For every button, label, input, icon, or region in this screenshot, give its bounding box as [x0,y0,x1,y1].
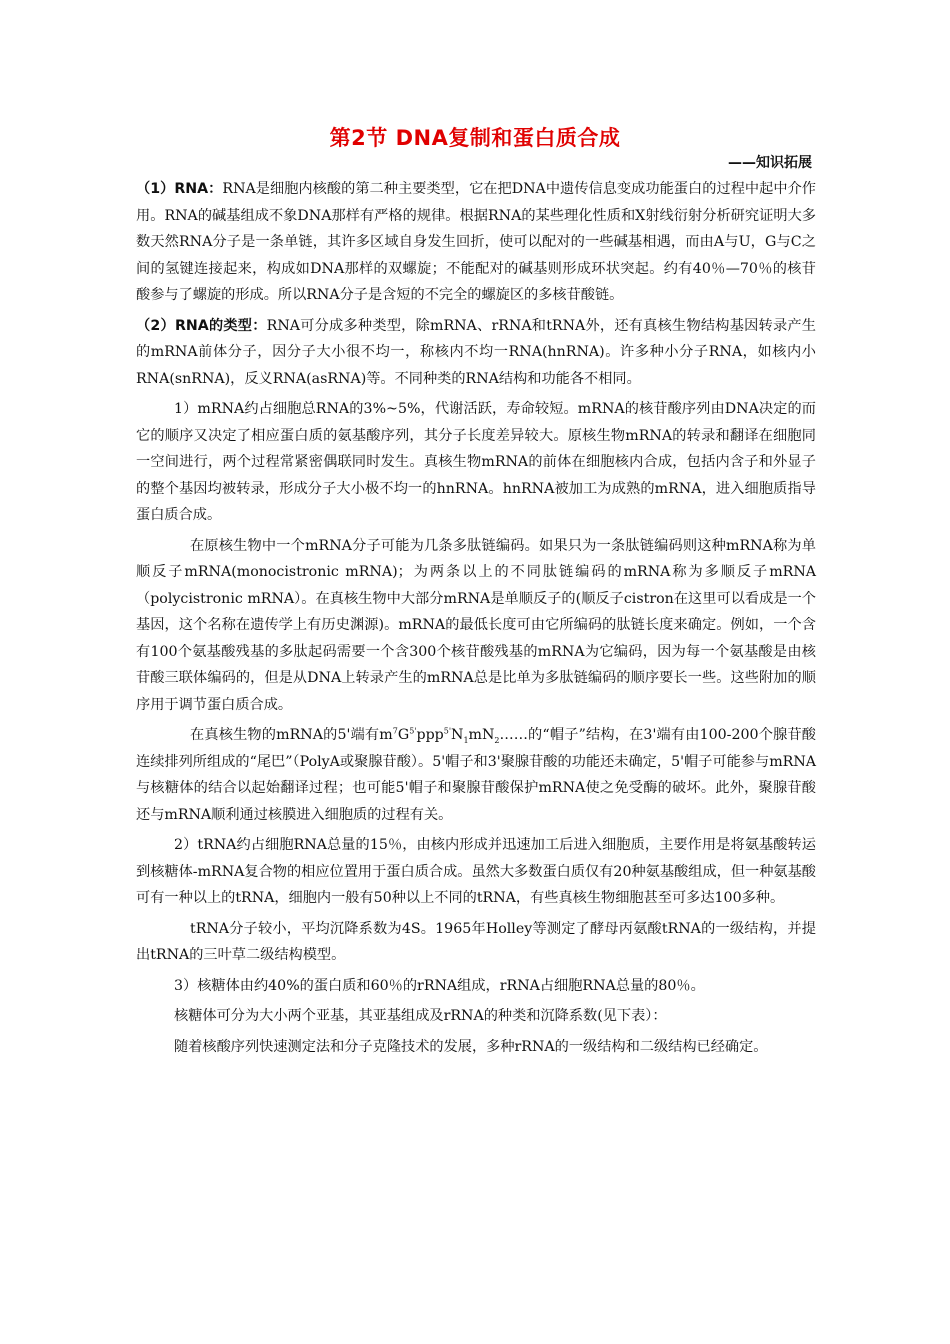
paragraph-prokaryote-mrna: 在原核生物中一个mRNA分子可能为几条多肽链编码。如果只为一条肽链编码则这种mRNA称为单顺反子mRNA(monocistronic mRNA)；为两条以上的不同肽链编码的mRNA称为多顺反子mRNA（polycistronic mRNA）。在真核生物中大部分mRNA是单顺反子的(顺反子cistron在这里可以看成是一个基因，这个名称在遗传学上有历史渊源)。mRNA的最低长度可由它所编码的肽链长度来确定。例如，一个含有100个氨基酸残基的多肽起码需要一个含300个核苷酸残基的mRNA为它编码，因为每一个氨基酸是由核苷酸三联体编码的，但是从DNA上转录产生的mRNA总是比单为多肽链编码的顺序要长一些。这些附加的顺序用于调节蛋白质合成。 [136,537,816,713]
paragraph-trna: 2）tRNA约占细胞RNA总量的15％，由核内形成并迅速加工后进入细胞质，主要作用是将氨基酸转运到核糖体-mRNA复合物的相应位置用于蛋白质合成。虽然大多数蛋白质仅有20种氨基酸组成，但一种氨基酸可有一种以上的tRNA，细胞内一般有50种以上不同的tRNA，有些真核生物细胞甚至可多达100多种。 [136,837,816,906]
page-title: 第2节 DNA复制和蛋白质合成 [329,126,621,150]
paragraph-text: RNA是细胞内核酸的第二种主要类型，它在把DNA中遗传信息变成功能蛋白的过程中起中介作用。RNA的碱基组成不象DNA那样有严格的规律。根据RNA的某些理化性质和X射线衍射分析研究证明大多数天然RNA分子是一条单链，其许多区域自身发生回折，使可以配对的一些碱基相遇，而由A与U，G与C之间的氢键连接起来，构成如DNA那样的双螺旋；不能配对的碱基则形成环状突起。约有40％—70％的核苷酸参与了螺旋的形成。所以RNA分子是含短的不完全的螺旋区的多核苷酸链。 [136,181,816,303]
paragraph-trna-structure: tRNA分子较小，平均沉降系数为4S。1965年Holley等测定了酵母丙氨酸tRNA的一级结构，并提出tRNA的三叶草二级结构模型。 [136,920,816,963]
paragraph-text: RNA可分成多种类型，除mRNA、rRNA和tRNA外，还有真核生物结构基因转录产生的mRNA前体分子，因分子大小很不均一，称核内不均一RNA(hnRNA)。许多种小分子RNA，如核内小RNA(snRNA)，反义RNA(asRNA)等。不同种类的RNA结构和功能各不相同。 [136,317,816,387]
paragraph-ribosome: 3）核糖体由约40%的蛋白质和60％的rRNA组成，rRNA占细胞RNA总量的80％。 [174,977,705,994]
paragraph-label: （2）RNA的类型： [136,317,267,334]
paragraph-label: （1）RNA： [136,181,223,197]
page-subtitle: ——知识拓展 [728,155,812,171]
paragraph-ribosome-subunits: 核糖体可分为大小两个亚基，其亚基组成及rRNA的种类和沉降系数(见下表）： [174,1008,667,1024]
document-body [136,176,816,1060]
paragraph-mrna: 1）mRNA约占细胞总RNA的3%~5%，代谢活跃，寿命较短。mRNA的核苷酸序列由DNA决定的而它的顺序又决定了相应蛋白质的氨基酸序列，其分子长度差异较大。原核生物mRNA的转录和翻译在细胞同一空间进行，两个过程常紧密偶联同时发生。真核生物mRNA的前体在细胞核内合成，包括内含子和外显子的整个基因均被转录，形成分子大小极不均一的hnRNA。hnRNA被加工为成熟的mRNA，进入细胞质指导蛋白质合成。 [136,401,816,523]
paragraph-rna-intro [136,176,816,309]
paragraph-rna-types [136,313,816,393]
paragraph-mrna-cap: 在真核生物的mRNA的5'端有$m^7G^{5'}ppp^{5'}N_1mN_2\dots\dots$的“帽子”结构，在3'端有由100-200个腺苷酸连续排列所组成的“尾巴”（PolyA或聚腺苷酸）。5'帽子和3'聚腺苷酸的功能还未确定，5'帽子可能参与mRNA与核糖体的结合以起始翻译过程；也可能5'帽子和聚腺苷酸保护mRNA使之免受酶的破坏。此外，聚腺苷酸还与mRNA顺利通过核膜进入细胞质的过程有关。 [136,726,816,823]
paragraph-rrna-sequencing: 随着核酸序列快速测定法和分子克隆技术的发展，多种rRNA的一级结构和二级结构已经确定。 [174,1038,768,1055]
